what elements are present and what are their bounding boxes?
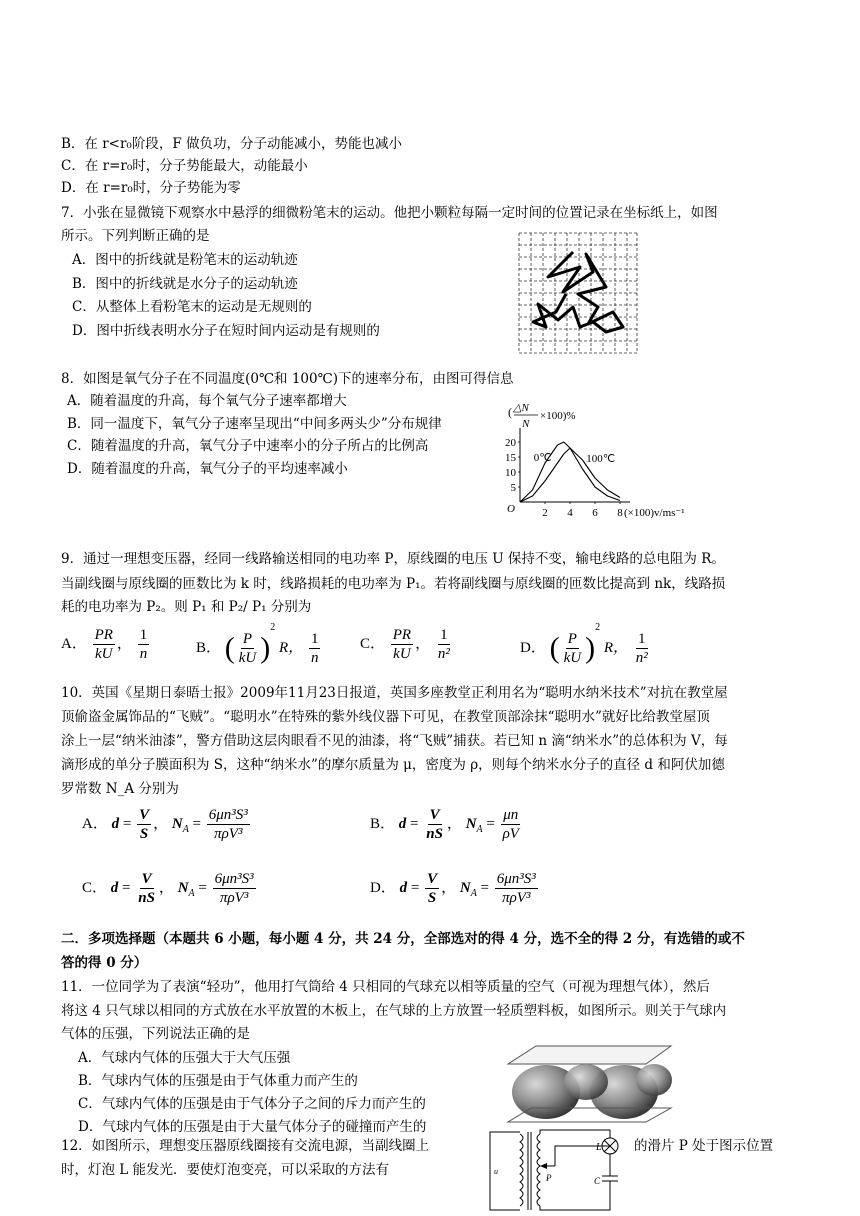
circuit-label-u: u <box>494 1167 498 1176</box>
x-tick-label: 6 <box>592 507 598 519</box>
transformer-circuit <box>480 1126 635 1214</box>
q9-line2: 当副线圈与原线圈的匝数比为 k 时，线路损耗的电功率为 P₁。若将副线圈与原线圈的匝数比提高到 nk，线路损 <box>61 576 726 592</box>
q8-option-a: A．随着温度的升高，每个氧气分子速率都增大 <box>67 393 347 409</box>
origin-label: O <box>507 503 515 515</box>
y-tick-label: 5 <box>510 482 516 494</box>
q6-option-d: D．在 r=r₀时，分子势能为零 <box>61 180 241 196</box>
q12-line2: 时，灯泡 L 能发光．要使灯泡变亮，可以采取的方法有 <box>61 1162 390 1178</box>
chart-ylabel-num: △N <box>513 402 529 414</box>
y-tick-label: 20 <box>505 437 516 449</box>
q6-option-c: C．在 r=r₀时，分子势能最大，动能最小 <box>61 158 308 174</box>
circuit-label-p: P <box>546 1173 552 1183</box>
section2-heading-line2: 答的得 0 分） <box>61 955 148 971</box>
q10-line1: 10．英国《星期日泰晤士报》2009年11月23日报道，英国多座教堂正利用名为“聪明水纳米技术”对抗在教堂屋 <box>61 685 728 701</box>
q7-stem-line2: 所示。下列判断正确的是 <box>61 228 210 244</box>
q12-line1b: 的滑片 P 处于图示位置 <box>634 1138 774 1154</box>
curve-label-100c: 100℃ <box>586 453 616 465</box>
q9-option-a: A． $\frac{PR}{kU}$ ， $\frac{1}{n}$ <box>61 627 148 662</box>
q10-line5: 罗常数 N_A 分别为 <box>61 781 179 797</box>
x-tick-label: 2 <box>542 507 548 519</box>
x-tick-label: 4 <box>567 507 573 519</box>
circuit-label-l: L <box>596 1142 602 1153</box>
q8-option-b: B．同一温度下，氧气分子速率呈现出“中间多两头少”分布规律 <box>67 416 442 432</box>
chart-ylabel-tail: ×100)% <box>540 410 576 422</box>
q11-option-a: A．气球内气体的压强大于大气压强 <box>78 1050 291 1066</box>
q7-option-d: D．图中折线表明水分子在短时间内运动是有规则的 <box>72 323 380 339</box>
q10-line2: 顶偷盗金属饰品的“飞贼”。“聪明水”在特殊的紫外线仪器下可见，在教堂顶部涂抹“聪明水”就好比给教堂屋顶 <box>61 709 710 725</box>
section2-heading-line1: 二．多项选择题（本题共 6 小题，每小题 4 分，共 24 分，全部选对的得 4 分，选不全的得 2 分，有选错的或不 <box>61 931 745 947</box>
q8-stem: 8．如图是氧气分子在不同温度(0℃和 100℃)下的速率分布，由图可得信息 <box>61 371 514 387</box>
balloons-figure <box>506 1042 674 1127</box>
q7-option-b: B．图中的折线就是水分子的运动轨迹 <box>72 276 298 292</box>
chart-ylabel-paren: ( <box>508 405 512 419</box>
y-tick-label: 15 <box>505 452 516 464</box>
q7-stem-line1: 7．小张在显微镜下观察水中悬浮的细微粉笔末的运动。他把小颗粒每隔一定时间的位置记录在坐标纸上，如图 <box>61 205 718 221</box>
q11-option-c: C．气球内气体的压强是由于气体分子之间的斥力而产生的 <box>78 1096 426 1112</box>
q9-option-c: C． $\frac{PR}{kU}$ ， $\frac{1}{\text{n²}}$ <box>360 627 450 662</box>
q11-option-b: B．气球内气体的压强是由于气体重力而产生的 <box>78 1073 358 1089</box>
curve-label-0c: 0℃ <box>533 452 552 464</box>
q6-option-b: B．在 r<r₀阶段，F 做负功，分子动能减小，势能也减小 <box>61 136 402 152</box>
y-tick-label: 10 <box>505 467 516 479</box>
brownian-motion-figure <box>518 232 638 354</box>
q10-line3: 涂上一层“纳米油漆”，警方借助这层肉眼看不见的油漆，将“飞贼”捕获。若已知 n 滴“纳米水”的总体积为 V，每 <box>61 733 728 749</box>
circuit-label-c: C <box>594 1176 601 1186</box>
q10-line4: 滴形成的单分子膜面积为 S，这种“纳米水”的摩尔质量为 μ，密度为 ρ，则每个纳米水分子的直径 d 和阿伏加德 <box>61 757 725 773</box>
q10-option-b: B． d = $\frac{V}{nS}$ ， $N_A$ = $\frac{\mu n}{\rho V}$ <box>370 807 519 842</box>
q9-line1: 9．通过一理想变压器，经同一线路输送相同的电功率 P，原线圈的电压 U 保持不变，输电线路的总电阻为 R。 <box>61 551 725 567</box>
x-axis-label: (×100)v/ms⁻¹ <box>624 507 685 519</box>
q11-line2: 将这 4 只气球以相同的方式放在水平放置的木板上，在气球的上方放置一轻质塑料板，如图所示。则关于气球内 <box>61 1003 727 1019</box>
q9-line3: 耗的电功率为 P₂。则 P₁ 和 P₂/ P₁ 分别为 <box>61 599 312 615</box>
q9-option-b: B． ( $\frac{P}{kU}$ )$^2$ R， $\frac{1}{n}$ <box>196 622 319 667</box>
q10-option-c: C． d = $\frac{V}{nS}$ ， $N_A$ = $\frac{\text{6μn³S³}}{\text{πρV³}}$ <box>82 871 254 906</box>
chart-ylabel-den: N <box>522 418 530 430</box>
q7-option-c: C．从整体上看粉笔末的运动是无规则的 <box>72 299 312 315</box>
q8-option-c: C．随着温度的升高，氧气分子中速率小的分子所占的比例高 <box>67 438 429 454</box>
q11-line1: 11．一位同学为了表演“轻功”，他用打气筒给 4 只相同的气球充以相等质量的空气（可视为理想气体），然后 <box>61 979 710 995</box>
q11-option-d: D．气球内气体的压强是由于大量气体分子的碰撞而产生的 <box>78 1119 427 1135</box>
q7-option-a: A．图中的折线就是粉笔末的运动轨迹 <box>72 252 298 268</box>
x-tick-label: 8 <box>617 507 623 519</box>
q11-line3: 气体的压强，下列说法正确的是 <box>61 1026 250 1042</box>
q8-option-d: D．随着温度的升高，氧气分子的平均速率减小 <box>67 461 348 477</box>
q12-line1a: 12．如图所示，理想变压器原线圈接有交流电源，当副线圈上 <box>61 1138 430 1154</box>
speed-distribution-chart <box>500 396 710 524</box>
q10-option-d: D． d = $\frac{V}{S}$ ， $N_A$ = $\frac{\text{6μn³S³}}{\text{πρV³}}$ <box>370 871 536 906</box>
q10-option-a: A． d = $\frac{V}{S}$ ， $N_A$ = $\frac{\text{6μn³S³}}{\text{πρV³}}$ <box>82 807 248 842</box>
q9-option-d: D． ( $\frac{P}{kU}$ )$^2$ R， $\frac{1}{\text{n²}}$ <box>520 622 648 667</box>
